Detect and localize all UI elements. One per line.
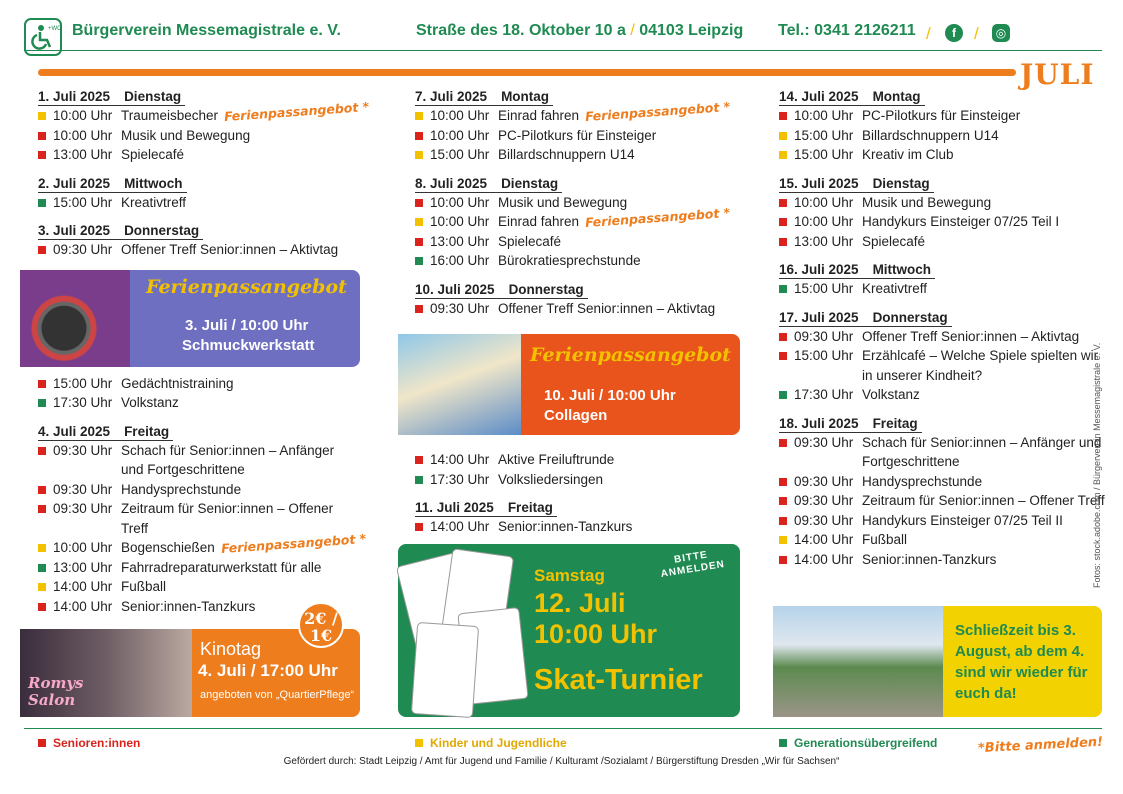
event-time: 15:00 Uhr — [53, 194, 113, 210]
event-time: 09:30 Uhr — [53, 481, 113, 497]
day-date: 10. Juli 2025 — [415, 281, 495, 297]
closing-text: Schließzeit bis 3. August, ab dem 4. sind wir wieder für euch da! — [955, 622, 1088, 702]
event-name: Gedächtnistraining — [121, 375, 234, 391]
event-name: Handykurs Einsteiger 07/25 Teil II — [862, 512, 1063, 528]
header — [24, 14, 1102, 54]
event-name: Offener Treff Senior:innen – Aktivtag — [121, 242, 339, 257]
promo-date: 10. Juli / 10:00 Uhr — [544, 387, 676, 404]
event-name: Fußball — [862, 532, 908, 547]
event-name: Handysprechstunde — [121, 481, 242, 497]
event-time: 10:00 Uhr — [430, 127, 490, 143]
event-time: 09:30 Uhr — [794, 434, 854, 450]
event-time: 14:00 Uhr — [53, 579, 113, 594]
green-square-icon — [779, 285, 787, 293]
event-row — [779, 327, 1109, 347]
event-row — [415, 299, 741, 319]
funding-note: Gefördert durch: Stadt Leipzig / Amt für Jugend und Familie / Kulturamt /Sozialamt / Bürgerstiftung Dresden „Wir für Sachsen“ — [283, 756, 840, 767]
event-name: Traumeisbecher — [121, 108, 219, 123]
legend-label: Generationsübergreifend — [794, 736, 938, 750]
register-note: *Bitte anmelden! — [977, 734, 1104, 757]
yellow-square-icon — [38, 112, 46, 120]
yellow-square-icon — [415, 218, 423, 226]
event-time: 09:30 Uhr — [53, 442, 113, 458]
day-weekday: Freitag — [507, 500, 553, 515]
promo-title: Ferienpassangebot — [146, 276, 347, 298]
day-block — [415, 499, 741, 537]
red-square-icon — [415, 523, 423, 531]
red-square-icon — [779, 333, 787, 341]
event-row — [779, 145, 1109, 165]
red-square-icon — [779, 112, 787, 120]
event-time: 13:00 Uhr — [53, 147, 113, 162]
facebook-icon[interactable]: f — [945, 24, 963, 42]
day-date: 11. Juli 2025 — [415, 500, 494, 515]
ferienpass-tag: Ferienpassangebot * — [220, 530, 367, 557]
day-date: 18. Juli 2025 — [779, 415, 859, 431]
svg-text:+WC: +WC — [48, 26, 62, 32]
day-date: 1. Juli 2025 — [38, 89, 111, 104]
event-name: PC-Pilotkurs für Einsteiger — [862, 108, 1021, 123]
yellow-square-icon — [779, 132, 787, 140]
red-square-icon — [779, 439, 787, 447]
day-heading — [779, 262, 935, 279]
event-name: Spielecafé — [498, 233, 562, 249]
yellow-square-icon — [38, 544, 46, 552]
day-heading — [415, 500, 557, 517]
event-time: 14:00 Uhr — [430, 519, 490, 534]
column-3 — [779, 88, 1109, 579]
event-name: Billardschnuppern U14 — [862, 127, 999, 143]
col1-days-cont — [38, 423, 367, 617]
footer-divider — [24, 728, 1102, 729]
event-name: Zeitraum für Senior:innen – Offener Treff — [121, 501, 334, 536]
day-heading — [415, 176, 562, 193]
day-block — [415, 88, 741, 165]
red-square-icon — [38, 603, 46, 611]
red-square-icon — [38, 505, 46, 513]
promo-title: Ferienpassangebot — [530, 344, 731, 366]
skat-day: Samstag — [534, 566, 605, 585]
event-row — [415, 98, 741, 126]
red-square-icon — [779, 199, 787, 207]
yellow-square-icon — [779, 151, 787, 159]
legend-label: Senioren:innen — [53, 736, 141, 750]
event-name: Volkstanz — [862, 387, 920, 402]
red-square-icon — [779, 517, 787, 525]
event-row — [779, 232, 1109, 252]
day-block — [38, 175, 360, 213]
day-weekday: Donnerstag — [124, 223, 200, 238]
event-row — [415, 450, 741, 470]
ferienpass-tag: Ferienpassangebot * — [223, 98, 370, 125]
day-heading — [779, 416, 922, 433]
day-date: 2. Juli 2025 — [38, 175, 111, 191]
event-time: 10:00 Uhr — [53, 108, 113, 123]
event-row — [779, 491, 1109, 511]
day-weekday: Dienstag — [872, 175, 930, 191]
green-square-icon — [38, 564, 46, 572]
event-row — [779, 385, 1109, 405]
event-row — [779, 126, 1109, 146]
event-name: Spielecafé — [862, 233, 926, 249]
col2-days — [415, 88, 741, 318]
event-time: 09:30 Uhr — [794, 512, 854, 528]
day-heading — [779, 89, 925, 106]
event-time: 15:00 Uhr — [794, 127, 854, 143]
event-row — [415, 251, 741, 271]
event-time: 10:00 Uhr — [53, 540, 113, 555]
event-name: Kreativtreff — [862, 281, 928, 296]
event-row — [779, 106, 1109, 126]
red-square-icon — [779, 238, 787, 246]
event-time: 13:00 Uhr — [430, 233, 490, 249]
red-square-icon — [38, 132, 46, 140]
col2-days-cont — [415, 499, 741, 537]
event-time: 09:30 Uhr — [794, 493, 854, 508]
event-name: Bürokratiesprechstunde — [498, 253, 641, 268]
event-time: 09:30 Uhr — [53, 242, 113, 257]
event-name: Musik und Bewegung — [498, 194, 628, 210]
event-time: 16:00 Uhr — [430, 253, 490, 268]
event-name: Musik und Bewegung — [121, 127, 251, 143]
event-row — [415, 145, 741, 165]
event-row — [38, 393, 360, 413]
event-time: 17:30 Uhr — [53, 395, 113, 410]
day-block — [415, 281, 741, 319]
event-name: Fußball — [121, 579, 167, 594]
day-weekday: Dienstag — [124, 89, 182, 104]
day-heading — [779, 176, 934, 193]
event-name: Einrad fahren — [498, 108, 580, 123]
event-time: 15:00 Uhr — [53, 375, 113, 391]
kino-provider: angeboten von „QuartierPflege“ — [200, 689, 355, 701]
day-block — [779, 261, 1109, 299]
film-logo: Romys Salon — [28, 674, 84, 709]
address — [416, 22, 743, 40]
column-2 — [415, 88, 741, 547]
skat-date: 12. Juli — [534, 588, 626, 618]
day-weekday: Donnerstag — [508, 281, 584, 297]
day-block — [38, 423, 367, 617]
day-weekday: Donnerstag — [872, 309, 948, 325]
org-name: Bürgerverein Messemagistrale e. V. — [72, 22, 341, 39]
kino-title: Kinotag — [200, 639, 262, 659]
event-name: Handykurs Einsteiger 07/25 Teil I — [862, 214, 1060, 229]
event-row — [38, 193, 360, 213]
green-square-icon — [38, 199, 46, 207]
event-row — [779, 511, 1109, 531]
day-weekday: Montag — [501, 89, 550, 104]
event-row — [779, 279, 1109, 299]
green-square-icon — [779, 739, 787, 747]
event-name: Schach für Senior:innen – Anfänger und Fortgeschrittene — [862, 434, 1102, 469]
event-row — [779, 346, 1109, 385]
red-square-icon — [38, 447, 46, 455]
red-square-icon — [415, 238, 423, 246]
building-photo — [773, 606, 943, 717]
yellow-square-icon — [415, 151, 423, 159]
event-name: Einrad fahren — [498, 214, 580, 229]
photo-credit — [1092, 338, 1102, 588]
day-heading — [415, 282, 588, 299]
event-name: PC-Pilotkurs für Einsteiger — [498, 127, 657, 143]
event-name: Billardschnuppern U14 — [498, 147, 635, 162]
beads-photo — [20, 270, 130, 367]
event-time: 14:00 Uhr — [430, 452, 490, 467]
event-time: 10:00 Uhr — [430, 214, 490, 229]
red-square-icon — [779, 352, 787, 360]
event-time: 17:30 Uhr — [430, 471, 490, 487]
event-time: 15:00 Uhr — [794, 147, 854, 162]
day-block — [779, 309, 1109, 405]
red-square-icon — [38, 151, 46, 159]
day-date: 7. Juli 2025 — [415, 89, 488, 104]
event-row — [779, 530, 1109, 550]
skat-title: Skat-Turnier — [534, 664, 703, 696]
skat-tournament-box — [398, 544, 740, 717]
event-name: Handysprechstunde — [862, 473, 983, 489]
separator: / — [974, 24, 979, 43]
telephone: Tel.: 0341 2126211 — [778, 22, 916, 39]
event-time: 10:00 Uhr — [430, 194, 490, 210]
ferienpass-tag: Ferienpassangebot * — [584, 98, 731, 125]
day-weekday: Dienstag — [501, 175, 559, 191]
event-name: Kreativ im Club — [862, 147, 954, 162]
event-row — [779, 193, 1109, 213]
event-row — [38, 145, 360, 165]
yellow-square-icon — [38, 583, 46, 591]
instagram-icon[interactable]: ◎ — [992, 24, 1010, 42]
event-row — [38, 98, 370, 126]
ferienpass-tag: Ferienpassangebot * — [584, 204, 731, 231]
red-square-icon — [415, 199, 423, 207]
day-block — [38, 88, 370, 165]
col3-days — [779, 88, 1109, 569]
event-name: Musik und Bewegung — [862, 194, 992, 210]
kino-date: 4. Juli / 17:00 Uhr — [198, 661, 338, 680]
event-name: Volkstanz — [121, 395, 179, 410]
promo-date: 3. Juli / 10:00 Uhr — [185, 317, 309, 334]
yellow-square-icon — [779, 536, 787, 544]
red-square-icon — [415, 456, 423, 464]
event-name: Bogenschießen — [121, 540, 215, 555]
day-heading — [38, 176, 187, 193]
event-name: Schach für Senior:innen – Anfänger und Fortgeschrittene — [121, 442, 335, 477]
event-name: Offener Treff Senior:innen – Aktivtag — [862, 328, 1080, 344]
event-row — [415, 126, 741, 146]
event-time: 09:30 Uhr — [53, 501, 113, 516]
event-time: 14:00 Uhr — [794, 532, 854, 547]
day-heading — [779, 310, 952, 327]
street: Straße des 18. Oktober 10 a — [416, 22, 626, 39]
day-date: 17. Juli 2025 — [779, 309, 859, 325]
legend-generations — [779, 736, 937, 750]
event-time: 15:00 Uhr — [794, 281, 854, 296]
day-heading — [38, 223, 203, 240]
event-name: Zeitraum für Senior:innen – Offener Treff — [862, 493, 1105, 508]
red-square-icon — [38, 380, 46, 388]
price-badge: 2€ / 1€ — [298, 602, 344, 648]
day-weekday: Freitag — [872, 415, 918, 431]
playing-cards-image — [400, 550, 530, 714]
day-block — [415, 175, 741, 271]
event-name: Senior:innen-Tanzkurs — [121, 598, 256, 614]
event-row — [38, 480, 360, 500]
day-date: 14. Juli 2025 — [779, 89, 859, 104]
event-row — [415, 470, 741, 490]
day-date: 16. Juli 2025 — [779, 262, 859, 277]
red-square-icon — [415, 132, 423, 140]
day-block — [779, 88, 1109, 165]
event-name: Spielecafé — [121, 147, 185, 162]
event-name: Offener Treff Senior:innen – Aktivtag — [498, 300, 716, 316]
day-block — [779, 175, 1109, 252]
green-square-icon — [38, 399, 46, 407]
event-row — [779, 472, 1109, 492]
event-row — [415, 204, 741, 232]
legend-seniors — [38, 736, 140, 750]
event-name: Senior:innen-Tanzkurs — [862, 551, 997, 567]
event-time: 14:00 Uhr — [53, 598, 113, 614]
event-time: 17:30 Uhr — [794, 387, 854, 402]
event-row — [779, 212, 1109, 232]
day-weekday: Mittwoch — [124, 175, 183, 191]
red-square-icon — [779, 556, 787, 564]
green-square-icon — [415, 476, 423, 484]
day-block — [38, 222, 360, 260]
event-time: 10:00 Uhr — [53, 127, 113, 143]
event-name: Kreativtreff — [121, 194, 187, 210]
event-time: 10:00 Uhr — [794, 214, 854, 229]
promo-name: Schmuckwerkstatt — [182, 337, 315, 354]
event-name: Erzählcafé – Welche Spiele spielten wir in unserer Kindheit? — [862, 348, 1099, 383]
day-date: 15. Juli 2025 — [779, 175, 859, 191]
legend-kids — [415, 736, 567, 750]
col2-events-cont — [415, 450, 741, 489]
red-square-icon — [779, 497, 787, 505]
event-row — [779, 550, 1109, 570]
day-date: 8. Juli 2025 — [415, 175, 488, 191]
header-divider — [24, 50, 1102, 51]
day-heading — [415, 89, 553, 106]
event-name: Senior:innen-Tanzkurs — [498, 519, 633, 534]
event-time: 09:30 Uhr — [794, 473, 854, 489]
event-time: 10:00 Uhr — [794, 108, 854, 123]
green-square-icon — [779, 391, 787, 399]
green-square-icon — [415, 257, 423, 265]
day-date: 3. Juli 2025 — [38, 223, 111, 238]
red-square-icon — [38, 246, 46, 254]
col1-days — [38, 88, 370, 260]
collage-artwork-image — [398, 334, 521, 435]
day-heading — [38, 89, 185, 106]
red-square-icon — [779, 218, 787, 226]
day-date: 4. Juli 2025 — [38, 423, 111, 439]
photo-credit-text: Fotos: stock.adobe.com / Bürgerverein Messemagistrale e. V. — [1092, 342, 1102, 588]
red-square-icon — [38, 486, 46, 494]
event-row — [415, 232, 741, 252]
red-square-icon — [38, 739, 46, 747]
event-row — [38, 558, 360, 578]
day-weekday: Mittwoch — [872, 262, 932, 277]
event-row — [415, 517, 741, 537]
city: 04103 Leipzig — [639, 22, 744, 39]
event-time: 10:00 Uhr — [794, 194, 854, 210]
event-row — [38, 374, 360, 394]
day-weekday: Freitag — [124, 423, 170, 439]
month-title: JULI — [1020, 58, 1095, 91]
event-row — [38, 441, 360, 480]
day-weekday: Montag — [872, 89, 921, 104]
col1-events-cont — [38, 374, 360, 413]
event-row — [38, 240, 360, 260]
event-row — [779, 433, 1109, 472]
closing-notice-box — [773, 606, 1102, 717]
event-time: 13:00 Uhr — [53, 559, 113, 575]
orange-bar — [38, 69, 1016, 76]
day-heading — [38, 424, 173, 441]
event-time: 13:00 Uhr — [794, 233, 854, 249]
address-separator: / — [625, 22, 640, 39]
promo-collagen — [398, 334, 740, 435]
event-time: 14:00 Uhr — [794, 551, 854, 567]
event-row — [38, 530, 367, 558]
event-time: 10:00 Uhr — [430, 108, 490, 123]
red-square-icon — [415, 305, 423, 313]
event-time: 09:30 Uhr — [794, 328, 854, 344]
event-row — [38, 126, 360, 146]
event-time: 09:30 Uhr — [430, 300, 490, 316]
event-name: Fahrradreparaturwerkstatt für alle — [121, 559, 322, 575]
event-name: Volksliedersingen — [498, 471, 604, 487]
yellow-square-icon — [415, 739, 423, 747]
legend-label: Kinder und Jugendliche — [430, 736, 567, 750]
event-row — [38, 577, 360, 597]
promo-schmuckwerkstatt — [20, 270, 360, 367]
skat-time: 10:00 Uhr — [534, 619, 658, 649]
event-time: 15:00 Uhr — [430, 147, 490, 162]
day-block — [779, 415, 1109, 570]
yellow-square-icon — [415, 112, 423, 120]
register-badge: BITTE ANMELDEN — [660, 549, 726, 580]
separator: / — [926, 24, 931, 43]
event-name: Aktive Freiluftrunde — [498, 452, 615, 467]
event-time: 15:00 Uhr — [794, 348, 854, 363]
red-square-icon — [779, 478, 787, 486]
promo-name: Collagen — [544, 407, 608, 424]
